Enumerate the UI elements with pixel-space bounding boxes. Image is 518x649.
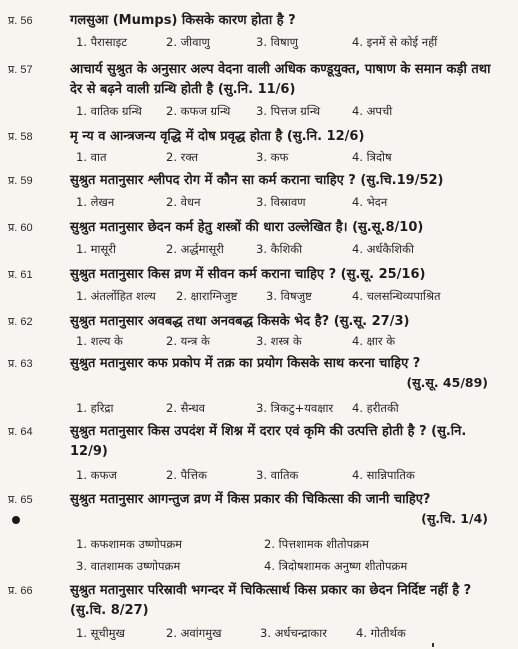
option-2: 2. कफज ग्रन्थि [166, 104, 231, 118]
reference: (सु.चि. 1/4) [421, 511, 488, 526]
option-1: 1. अंतर्लोहित शल्य [76, 289, 156, 303]
option-1: 1. सूचीमुख [76, 626, 125, 640]
options-65-row1 [0, 537, 518, 555]
option-2: 2. पैत्तिक [166, 468, 207, 482]
option-1: 1. हरिद्रा [76, 401, 114, 415]
options-57 [0, 104, 518, 122]
option-1: 1. शल्य के [76, 334, 123, 348]
options-62 [0, 334, 518, 352]
question-number: प्र. 65 [8, 494, 33, 506]
question-text: मृ न्य व आन्त्रजन्य वृद्धि में दोष प्रवृद्ध होता है (सु.नि. 12/6) [70, 129, 365, 144]
option-3: 3. विषाणु [256, 35, 298, 49]
question-number: प्र. 57 [8, 64, 33, 76]
option-2: 2. सैन्धव [166, 401, 206, 415]
option-4: 4. गोतीर्थक [356, 626, 406, 640]
option-1: 1. मासूरी [76, 242, 116, 256]
option-4: 4. अपची [352, 104, 393, 118]
question-number: प्र. 66 [8, 585, 33, 597]
option-3: 3. वातशामक उष्णोपक्रम [76, 559, 181, 573]
options-59 [0, 195, 518, 213]
question-number: प्र. 59 [8, 175, 33, 187]
options-65-row2 [0, 559, 518, 577]
option-2: 2. यन्त्र के [166, 334, 210, 348]
ink-mark [432, 643, 434, 647]
option-4: 4. अर्धकैशिकी [352, 242, 414, 256]
question-text: सुश्रुत मतानुसार छेदन कर्म हेतु शस्त्रों की धारा उल्लेखित है। (सु.सू.8/10) [70, 220, 424, 235]
options-60 [0, 242, 518, 260]
option-2: 2. रक्त [166, 150, 199, 164]
option-2: 2. अवांगमुख [166, 626, 222, 640]
question-text: गलसुआ (Mumps) किसके कारण होता है ? [70, 13, 296, 28]
option-2: 2. अर्द्धमासूरी [166, 242, 224, 256]
option-3: 3. विस्रावण [256, 195, 306, 209]
question-number: प्र. 62 [8, 316, 33, 328]
option-1: 1. कफशामक उष्णोपक्रम [76, 537, 183, 551]
option-1: 1. कफज [76, 468, 117, 482]
option-2: 2. वेधन [166, 195, 201, 209]
question-text: सुश्रुत मतानुसार कफ प्रकोप में तक्र का प्रयोग किसके साथ करना चाहिए ? [70, 356, 421, 371]
option-3: 3. वातिक [256, 468, 299, 482]
options-58 [0, 150, 518, 168]
option-1: 1. पैरासाइट [76, 35, 128, 49]
option-3: 3. कैशिकी [256, 242, 303, 256]
question-text: सुश्रुत मतानुसार आगन्तुज व्रण में किस प्रकार की चिकित्सा की जानी चाहिए? [70, 492, 431, 507]
option-3: 3. विषजुष्ट [266, 289, 312, 303]
option-3: 3. शस्त्र के [256, 334, 302, 348]
question-number: प्र. 56 [8, 15, 33, 27]
option-4: 4. सान्निपातिक [352, 468, 415, 482]
question-number: प्र. 63 [8, 358, 33, 370]
option-3: 3. अर्धचन्द्राकार [260, 626, 327, 640]
options-56 [0, 35, 518, 53]
option-3: 3. पित्तज ग्रन्थि [256, 104, 321, 118]
option-4: 4. भेदन [352, 195, 388, 209]
options-63 [0, 401, 518, 419]
option-4: 4. इनमें से कोई नहीं [352, 35, 438, 49]
question-text: सुश्रुत मतानुसार किस व्रण में सीवन कर्म कराना चाहिए ? (सु.सू. 25/16) [70, 267, 426, 282]
options-64 [0, 468, 518, 486]
option-2: 2. क्षाराग्निजुष्ट [176, 289, 238, 303]
question-number: प्र. 58 [8, 131, 33, 143]
option-4: 4. चलसन्धिव्यपाश्रित [352, 289, 441, 303]
question-number: प्र. 64 [8, 426, 33, 438]
option-4: 4. त्रिदोष [352, 150, 392, 164]
question-text: सुश्रुत मतानुसार किस उपदंश में शिश्न में दरार एवं कृमि की उत्पत्ति होती है ? (सु.नि. 12/9) [70, 424, 467, 459]
options-66 [0, 626, 518, 644]
bullet-dot [12, 516, 20, 524]
option-4: 4. क्षार के [352, 334, 396, 348]
option-3: 3. कफ [256, 150, 289, 164]
option-1: 1. वातिक ग्रन्थि [76, 104, 142, 118]
options-61 [0, 289, 518, 307]
reference: (सु.सू. 45/89) [406, 375, 488, 390]
question-text: सुश्रुत मतानुसार श्लीपद रोग में कौन सा कर्म कराना चाहिए ? (सु.चि.19/52) [70, 173, 444, 188]
option-2: 2. जीवाणु [166, 35, 210, 49]
question-number: प्र. 60 [8, 222, 33, 234]
question-text: सुश्रुत मतानुसार अवबद्ध तथा अनवबद्ध किसके भेद है? (सु.सू. 27/3) [70, 314, 410, 329]
option-2: 2. पित्तशामक शीतोपक्रम [264, 537, 369, 551]
option-4: 4. त्रिदोषशामक अनुष्ण शीतोपक्रम [264, 559, 408, 573]
option-1: 1. वात [76, 150, 107, 164]
question-text: सुश्रुत मतानुसार परिस्रावी भगन्दर में चिकित्सार्थ किस प्रकार का छेदन निर्दिष्ट नहीं है ? (सु.चि. 8/27) [70, 583, 472, 618]
option-3: 3. त्रिकटु+यवक्षार [256, 401, 334, 415]
option-4: 4. हरीतकी [352, 401, 399, 415]
question-text: आचार्य सुश्रुत के अनुसार अल्प वेदना वाली अधिक कण्डूयुक्त, पाषाण के समान कड़ी तथा देर से बढ़ने वाली ग्रन्थि होती है (सु.नि. 11/6) [70, 62, 491, 97]
question-number: प्र. 61 [8, 269, 33, 281]
option-1: 1. लेखन [76, 195, 115, 209]
